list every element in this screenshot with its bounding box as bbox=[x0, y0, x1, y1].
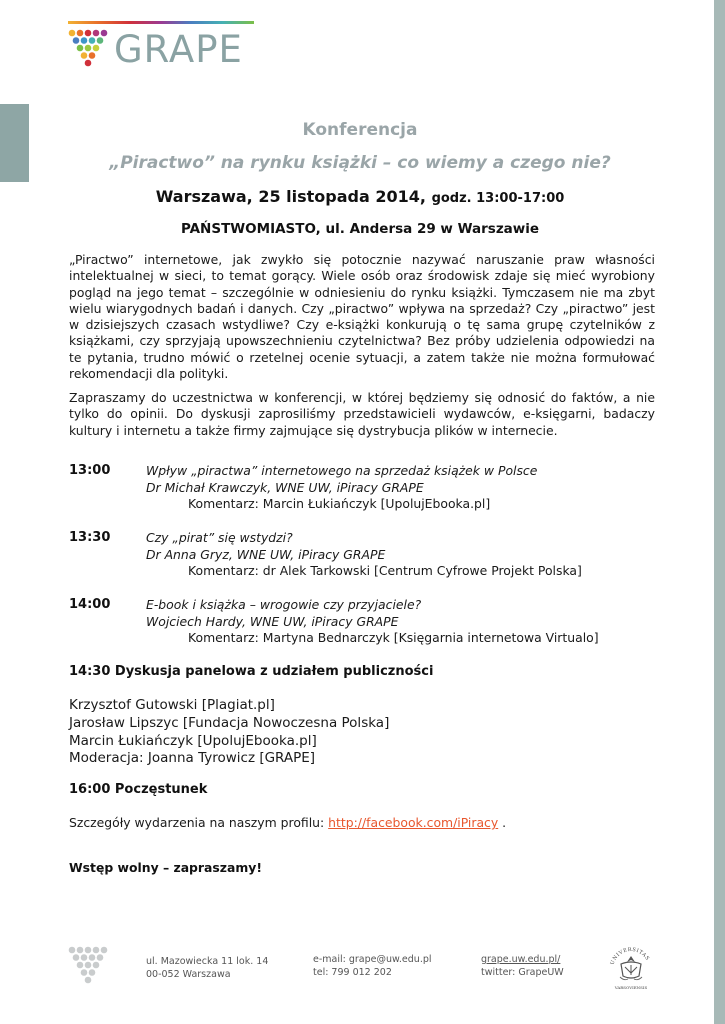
venue-line: PAŃSTWOMIASTO, ul. Andersa 29 w Warszawie bbox=[180, 221, 540, 237]
event-hours: godz. 13:00-17:00 bbox=[431, 191, 565, 206]
panel-moderator: Moderacja: Joanna Tyrowicz [GRAPE] bbox=[69, 750, 316, 767]
agenda-time: 13:30 bbox=[69, 530, 111, 545]
footer-phone: tel: 799 012 202 bbox=[313, 967, 392, 978]
date-location: Warszawa, 25 listopada 2014, bbox=[155, 187, 426, 206]
agenda-comment: Komentarz: Marcin Łukiańczyk [UpolujEbooka.pl] bbox=[188, 496, 491, 511]
right-decorative-bar bbox=[714, 0, 725, 1024]
left-decorative-tab bbox=[0, 104, 29, 182]
footer-twitter: twitter: GrapeUW bbox=[481, 967, 564, 978]
footer-city: 00-052 Warszawa bbox=[146, 969, 231, 980]
agenda-time: 14:00 bbox=[69, 597, 111, 612]
footer-grape-icon bbox=[68, 946, 112, 986]
logo-text: GRAPE bbox=[114, 28, 243, 71]
seal-text: UNIVERSITAS bbox=[609, 946, 651, 966]
panel-heading: 14:30 Dyskusja panelowa z udziałem publiczności bbox=[69, 664, 434, 679]
agenda-speaker: Wojciech Hardy, WNE UW, iPiracy GRAPE bbox=[146, 614, 399, 629]
agenda-time: 13:00 bbox=[69, 463, 111, 478]
footer-website-link[interactable]: grape.uw.edu.pl/ bbox=[481, 954, 561, 965]
footer-email[interactable]: e-mail: grape@uw.edu.pl bbox=[313, 954, 432, 965]
logo-rainbow-line bbox=[68, 21, 254, 24]
intro-paragraph-2: Zapraszamy do uczestnictwa w konferencji, w której będziemy się odnosić do faktów, a nie tylko do opinii. Do dyskusji zaprosiliśmy przedstawicieli wydawców, e-księgarni, badaczy kultury i internetu a także firmy zajmujące się dystrybucja plików w internecie. bbox=[69, 390, 655, 438]
details-suffix: . bbox=[498, 815, 507, 830]
details-line bbox=[69, 815, 506, 830]
agenda-comment: Komentarz: dr Alek Tarkowski [Centrum Cyfrowe Projekt Polska] bbox=[188, 563, 582, 578]
agenda-talk-title: Wpływ „piractwa” internetowego na sprzedaż książek w Polsce bbox=[146, 463, 538, 478]
grape-bunch-icon bbox=[68, 29, 112, 69]
footer-contact bbox=[313, 953, 432, 979]
panel-member: Krzysztof Gutowski [Plagiat.pl] bbox=[69, 697, 275, 713]
panel-members bbox=[69, 697, 389, 768]
date-line bbox=[40, 187, 680, 206]
closing-line: Wstęp wolny – zapraszamy! bbox=[69, 860, 262, 875]
event-type-label: Konferencja bbox=[302, 120, 418, 140]
conference-title: „Piractwo” na rynku książki – co wiemy a czego nie? bbox=[109, 153, 611, 173]
panel-member: Jarosław Lipszyc [Fundacja Nowoczesna Polska] bbox=[69, 714, 390, 731]
agenda-speaker: Dr Anna Gryz, WNE UW, iPiracy GRAPE bbox=[146, 547, 386, 562]
agenda-speaker: Dr Michał Krawczyk, WNE UW, iPiracy GRAPE bbox=[146, 480, 424, 495]
agenda-talk-title: E-book i książka – wrogowie czy przyjaciele? bbox=[146, 597, 422, 612]
university-seal-icon bbox=[608, 942, 654, 992]
reception-line: 16:00 Poczęstunek bbox=[69, 782, 208, 797]
agenda-comment: Komentarz: Martyna Bednarczyk [Księgarnia internetowa Virtualo] bbox=[188, 630, 599, 645]
agenda-talk-title: Czy „pirat” się wstydzi? bbox=[146, 530, 293, 545]
svg-text:VARSOVIENSIS: VARSOVIENSIS bbox=[614, 985, 648, 990]
svg-text:UNIVERSITAS bbox=[610, 947, 651, 966]
footer-web bbox=[481, 953, 564, 979]
intro-paragraph-1: „Piractwo” internetowe, jak zwykło się potocznie nazywać naruszanie praw własności intelektualnej w sieci, to temat gorący. Wiele osób oraz środowisk zdaje się mieć wyrobiony pogląd na jego temat – szczególnie w odniesieniu do rynku książki. Tymczasem nie ma zbyt wielu wiarygodnych badań i danych. Czy „piractwo” wpływa na sprzedaż? Czy „piractwo” jest w dzisiejszych czasach wstydliwe? Czy e-książki konkurują o tę sama grupę czytelników z książkami, czy sprzyjają upowszechnieniu czytelnictwa? Bez próby udzielenia odpowiedzi na te pytania, trudno mówić o rzetelnej ocenie sytuacji, a zatem także nie można formułować rekomendacji dla polityki. bbox=[69, 252, 655, 382]
facebook-link[interactable]: http://facebook.com/iPiracy bbox=[328, 815, 499, 830]
footer-street: ul. Mazowiecka 11 lok. 14 bbox=[146, 956, 269, 967]
details-prefix: Szczegóły wydarzenia na naszym profilu: bbox=[69, 815, 325, 830]
footer-address bbox=[146, 955, 268, 981]
panel-member: Marcin Łukiańczyk [UpolujEbooka.pl] bbox=[69, 732, 317, 749]
